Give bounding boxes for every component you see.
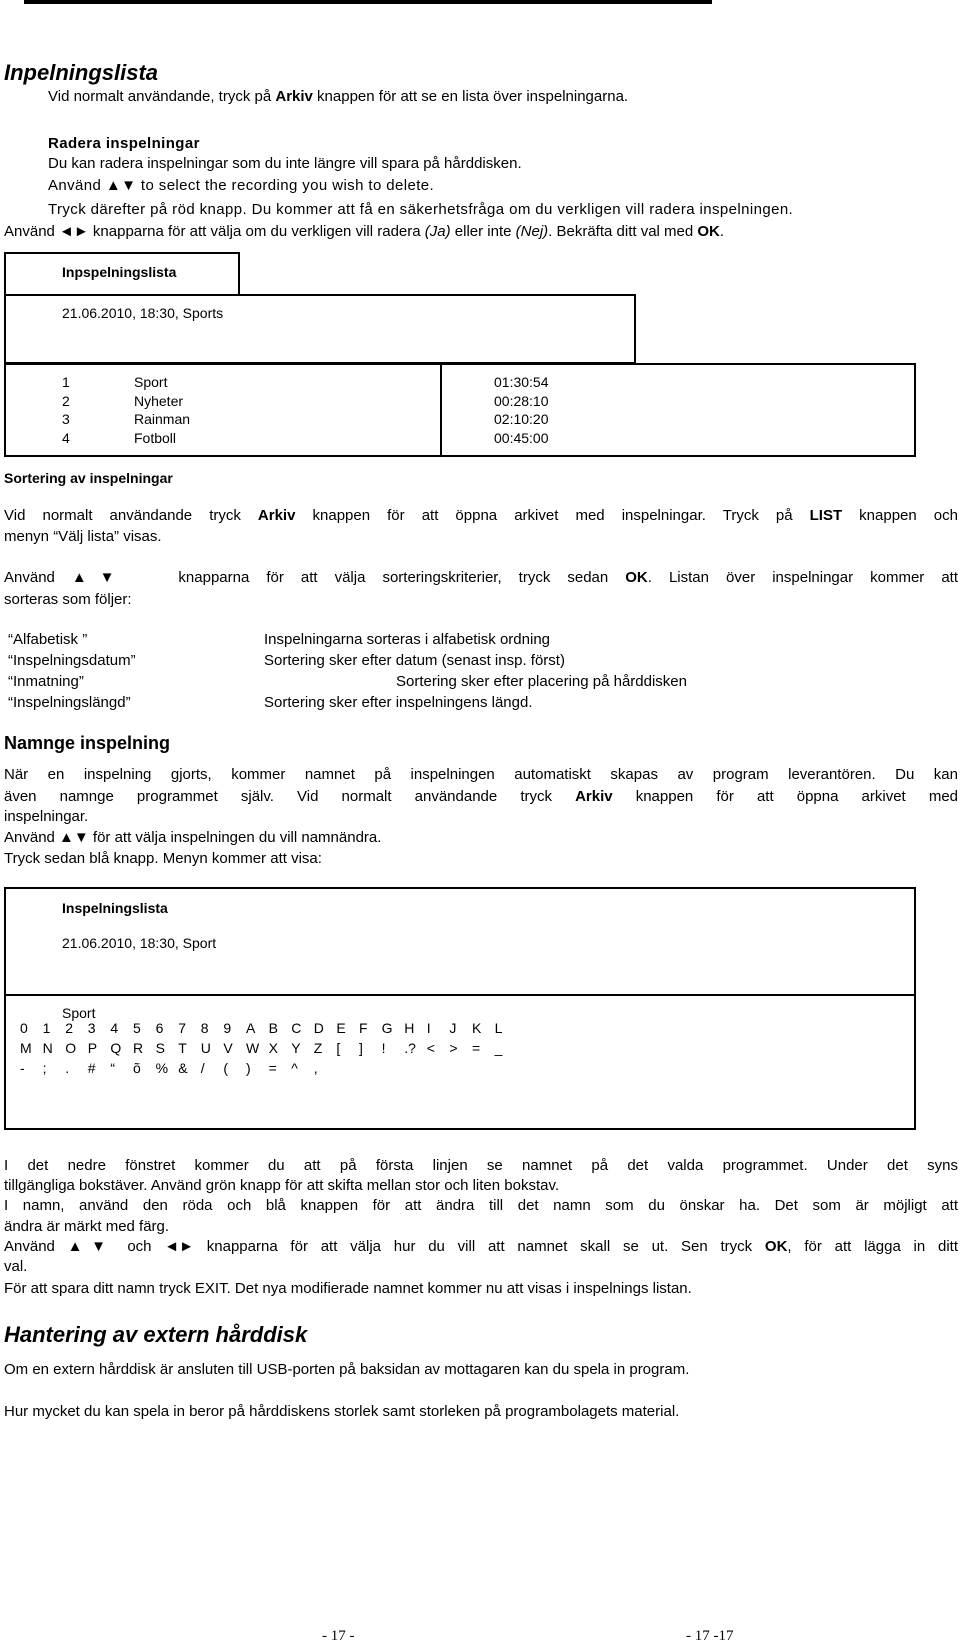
info-paragraph-4: För att spara ditt namn tryck EXIT. Det nya modifierade namnet kommer nu att visas i inspelnings listan. [4,1280,692,1297]
character-key[interactable]: [ [336,1040,341,1056]
character-key[interactable]: 5 [133,1020,141,1036]
left-right-arrow-icon: ◄► [59,223,89,240]
section-title-sortering: Sortering av inspelningar [4,470,173,486]
character-key[interactable]: I [426,1020,431,1036]
intro-paragraph: Vid normalt användande, tryck på Arkiv knappen för att se en lista över inspelningarna. [48,88,629,105]
character-key[interactable]: ^ [291,1060,298,1076]
page-number-right: - 17 -17 [686,1628,734,1644]
character-key[interactable]: C [291,1020,302,1036]
character-key[interactable]: X [268,1040,278,1056]
character-key[interactable]: > [449,1040,458,1056]
character-key[interactable]: M [20,1040,32,1056]
up-down-arrow-icon: ▲▼ [67,1238,115,1255]
character-key[interactable]: / [200,1060,205,1076]
sort-option-label: “Inspelningslängd” [8,694,131,711]
page-number-left: - 17 - [322,1628,355,1644]
character-key[interactable]: - [20,1060,25,1076]
character-key[interactable]: _ [494,1040,503,1056]
row-duration: 00:45:00 [494,429,549,446]
sort-paragraph-2-line-1: Använd ▲▼ knapparna för att välja sorteringskriterier, tryck sedan OK. Listan över inspelningar kommer att [4,569,959,586]
sort-option-label: “Alfabetisk ” [8,631,88,648]
character-key[interactable]: W [246,1040,260,1056]
character-key[interactable]: 6 [155,1020,164,1036]
top-rule [24,0,712,4]
character-key[interactable]: E [336,1020,346,1036]
up-down-arrow-icon: ▲▼ [59,829,89,846]
info-paragraph-3-line-2: val. [4,1258,28,1275]
character-key[interactable]: < [426,1040,435,1056]
radera-line-4: Använd ◄► knapparna för att välja om du verkligen vill radera (Ja) eller inte (Nej). Bekräfta ditt val med OK. [4,223,725,240]
character-key[interactable]: .? [404,1040,416,1056]
sort-paragraph-1-line-2: menyn “Välj lista” visas. [4,528,162,545]
info-paragraph-1-line-1: I det nedre fönstret kommer du att på första linjen se namnet på det valda programmet. Under det syns [4,1157,958,1174]
sort-paragraph-2-line-2: sorteras som följer: [4,591,132,608]
character-key[interactable]: 9 [223,1020,232,1036]
up-down-arrow-icon: ▲▼ [105,177,137,194]
character-key[interactable]: ) [246,1060,251,1076]
namnge-paragraph-line-3: inspelningar. [4,808,89,825]
character-key[interactable]: % [155,1060,169,1076]
sort-option-description: Sortering sker efter datum (senast insp. först) [264,652,565,669]
row-number: 4 [62,429,70,446]
section-title-inpelningslista: Inpelningslista [4,60,159,85]
character-key[interactable]: 3 [87,1020,96,1036]
sort-option-description: Sortering sker efter inspelningens längd. [264,694,533,711]
recording-list-tab-title: Inpspelningslista [62,264,177,280]
character-key[interactable]: = [268,1060,277,1076]
character-key[interactable]: & [178,1060,188,1076]
character-key[interactable]: F [359,1020,368,1036]
character-key[interactable]: R [133,1040,144,1056]
row-number: 2 [62,392,70,409]
radera-line-3: Tryck därefter på röd knapp. Du kommer att få en säkerhetsfråga om du verkligen vill radera inspelningen. [48,201,794,218]
character-key[interactable]: J [449,1020,457,1036]
namnge-paragraph-line-1: När en inspelning gjorts, kommer namnet på inspelningen automatiskt skapas av program leverantören. Du kan [4,766,958,783]
character-key[interactable]: S [155,1040,165,1056]
character-key[interactable]: “ [110,1060,116,1076]
character-key[interactable]: ! [381,1040,386,1056]
character-key[interactable]: 0 [20,1020,28,1036]
namnge-paragraph-line-2: även namnge programmet själv. Vid normalt användande tryck Arkiv knappen för att öppna arkivet med [4,788,959,805]
extern-paragraph-1: Om en extern hårddisk är ansluten till USB-porten på baksidan av mottagaren kan du spela in program. [4,1361,690,1378]
radera-line-2: Använd ▲▼ to select the recording you wish to delete. [48,177,435,194]
character-key[interactable]: H [404,1020,415,1036]
info-paragraph-3-line-1: Använd ▲▼ och ◄► knapparna för att välja hur du vill att namnet skall se ut. Sen tryck OK, för att lägga in ditt [4,1238,959,1255]
character-key[interactable]: K [472,1020,482,1036]
character-key[interactable]: ; [42,1060,47,1076]
rename-menu-top [4,887,916,996]
namnge-use-arrows: Använd ▲▼ för att välja inspelningen du vill namnändra. [4,829,382,846]
row-name: Rainman [134,411,191,427]
rename-menu-title: Inspelningslista [62,900,168,916]
row-name: Sport [134,374,168,390]
up-down-arrow-icon: ▲▼ [71,569,128,586]
character-key[interactable]: . [65,1060,70,1076]
row-duration: 02:10:20 [494,411,549,427]
character-key[interactable]: O [65,1040,77,1056]
namnge-blue-button: Tryck sedan blå knapp. Menyn kommer att visa: [4,850,322,867]
character-key[interactable]: , [313,1060,318,1076]
radera-line-1: Du kan radera inspelningar som du inte längre vill spara på hårddisken. [48,155,522,172]
character-key[interactable]: B [268,1020,278,1036]
sort-option-label: “Inmatning” [8,673,84,690]
character-key[interactable]: 1 [42,1020,51,1036]
character-key[interactable]: ] [359,1040,363,1056]
character-key[interactable]: T [178,1040,187,1056]
extern-paragraph-2: Hur mycket du kan spela in beror på hårddiskens storlek samt storleken på programbolagets material. [4,1403,680,1420]
section-title-extern-harddisk: Hantering av extern hårddisk [4,1322,308,1347]
sort-option-description: Sortering sker efter placering på hårddisken [396,673,687,690]
character-key[interactable]: P [87,1040,98,1056]
character-key[interactable]: 8 [200,1020,209,1036]
character-key[interactable]: A [246,1020,256,1036]
character-key[interactable]: ( [223,1060,229,1076]
recording-list-header-box [4,294,636,364]
character-key[interactable]: Q [110,1040,122,1056]
character-key[interactable]: U [200,1040,211,1056]
recording-list-header: 21.06.2010, 18:30, Sports [62,305,224,321]
character-key[interactable]: V [223,1040,233,1056]
row-name: Fotboll [134,429,177,446]
character-key[interactable]: õ [133,1060,141,1076]
row-number: 1 [62,374,70,390]
left-right-arrow-icon: ◄► [164,1238,194,1255]
character-key[interactable]: 7 [178,1020,186,1036]
character-key[interactable]: 2 [65,1020,73,1036]
sort-paragraph-1-line-1: Vid normalt användande tryck Arkiv knappen för att öppna arkivet med inspelningar. Tryck på LIST knappen och [4,507,958,524]
rename-menu-header: 21.06.2010, 18:30, Sport [62,935,217,951]
character-key[interactable]: Z [313,1040,323,1056]
character-key[interactable]: # [87,1060,96,1076]
info-paragraph-1-line-2: tillgängliga bokstäver. Använd grön knapp för att skifta mellan stor och liten bokstav. [4,1177,560,1194]
subsection-title-radera: Radera inspelningar [48,135,200,152]
recording-list-tab [4,252,240,296]
sort-option-label: “Inspelningsdatum” [8,652,136,669]
row-duration: 00:28:10 [494,392,549,409]
table-divider [440,365,442,455]
character-key[interactable]: Y [291,1040,301,1056]
character-key[interactable]: D [313,1020,324,1036]
row-duration: 01:30:54 [494,374,549,390]
row-name: Nyheter [134,392,184,409]
section-title-namnge: Namnge inspelning [4,733,171,753]
info-paragraph-2-line-1: I namn, använd den röda och blå knappen för att ändra till det namn som du önskar ha. Det som är möjligt att [4,1197,958,1214]
character-key[interactable]: L [494,1020,503,1036]
character-key[interactable]: = [472,1040,481,1056]
sort-option-description: Inspelningarna sorteras i alfabetisk ordning [264,631,551,648]
info-paragraph-2-line-2: ändra är märkt med färg. [4,1218,170,1235]
character-key[interactable]: 4 [110,1020,119,1036]
character-key[interactable]: G [381,1020,393,1036]
rename-current-name: Sport [62,1005,96,1021]
row-number: 3 [62,411,70,427]
character-key[interactable]: N [42,1040,53,1056]
